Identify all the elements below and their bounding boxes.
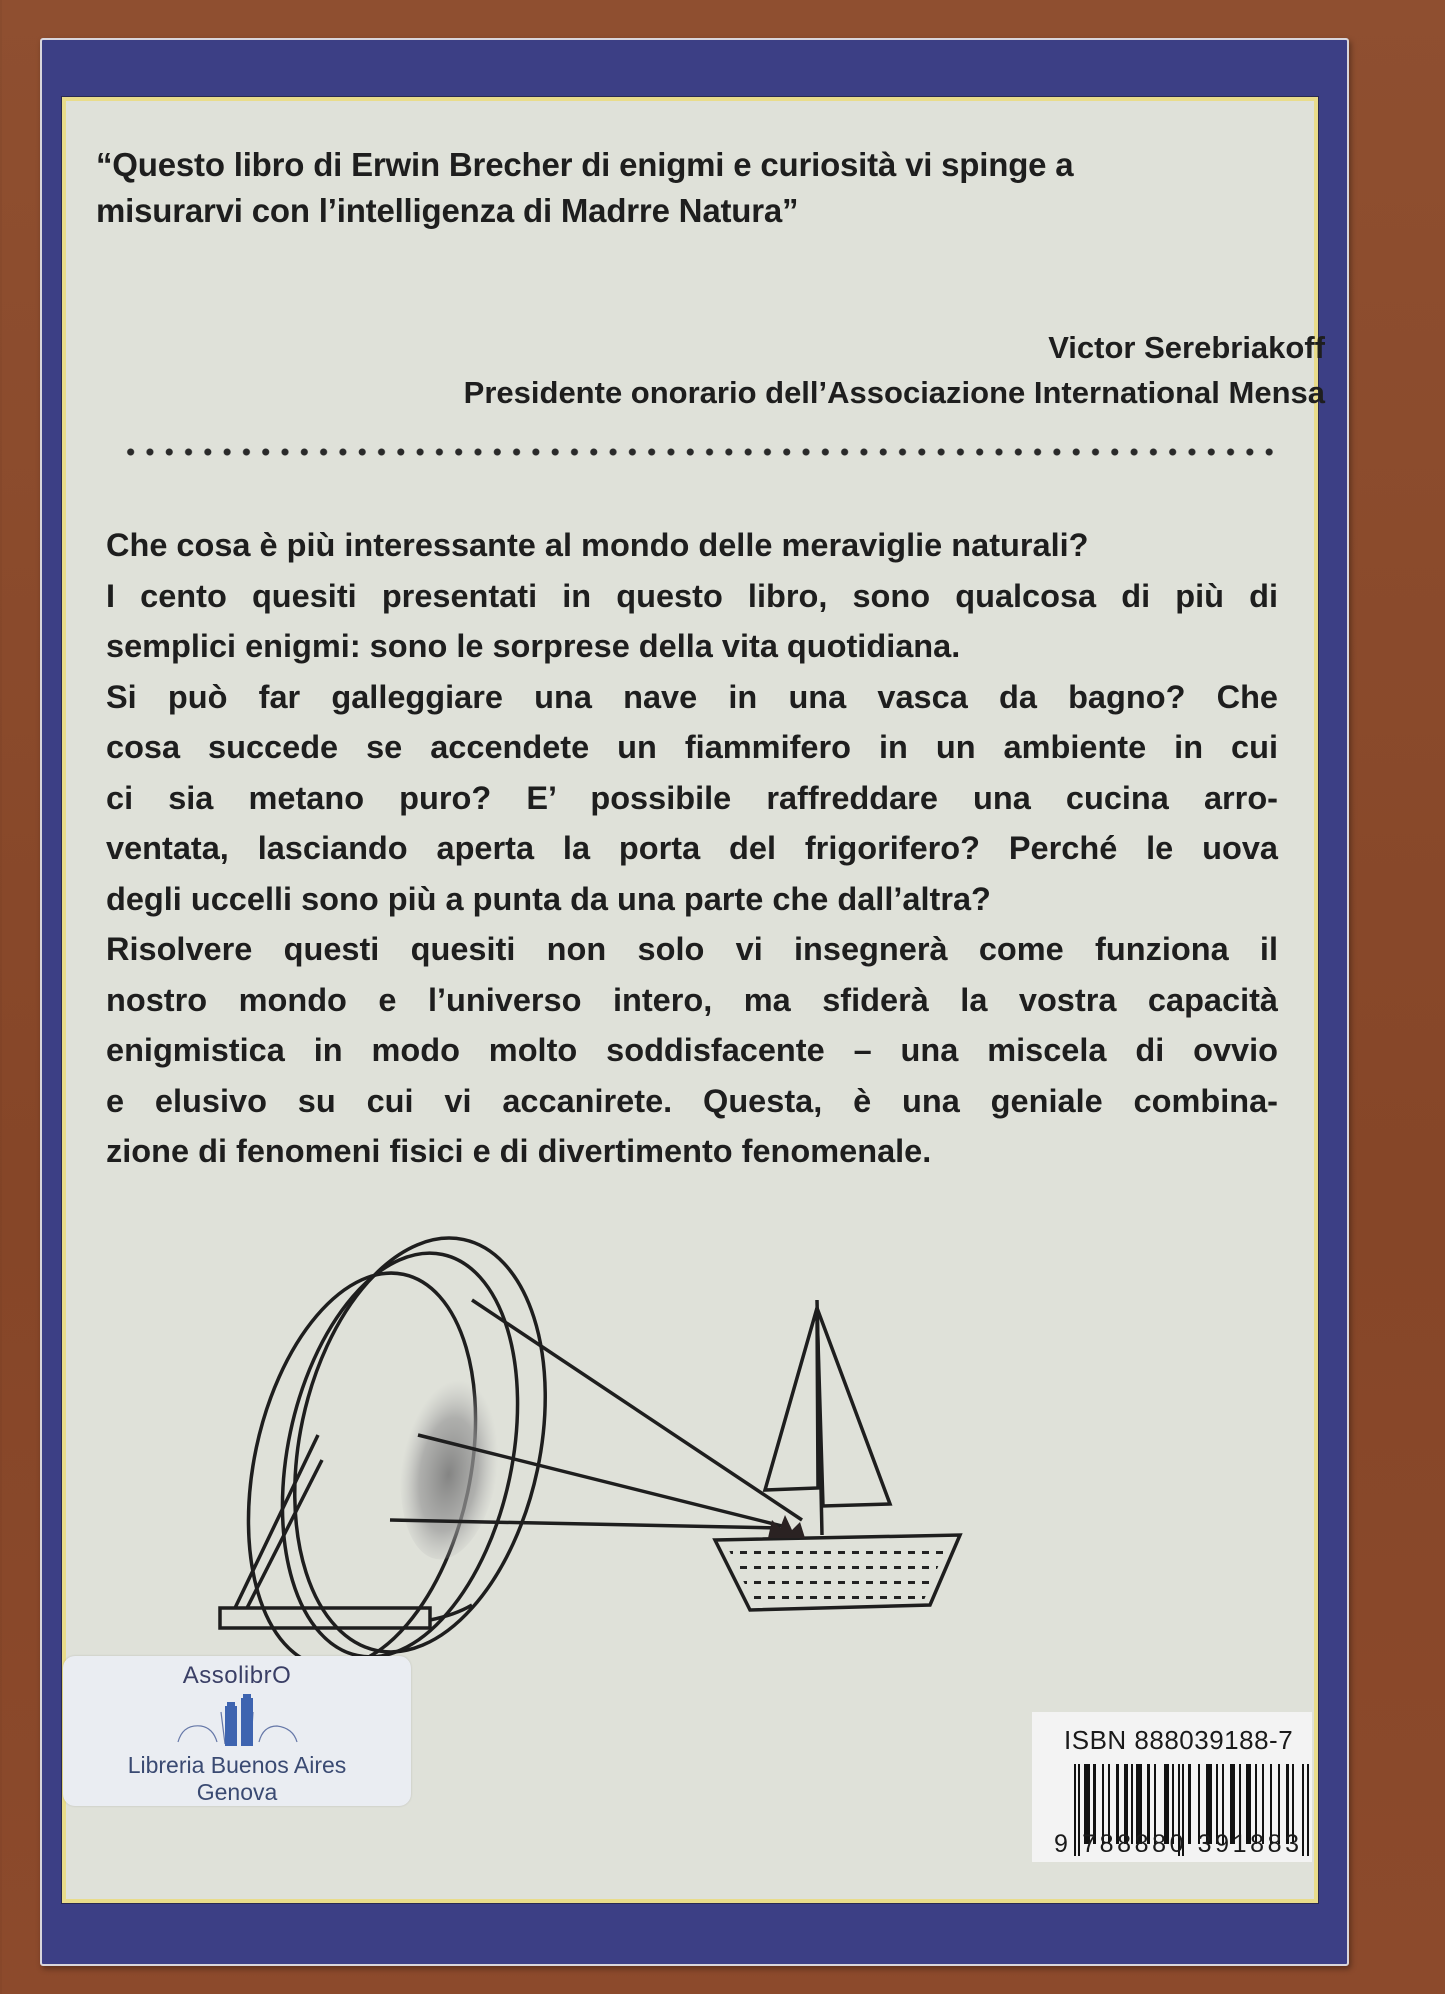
body-line: semplici enigmi: sono le sorprese della vita quotidiana. <box>106 628 961 664</box>
sticker-shop <box>63 1752 411 1806</box>
body-line: cosa succede se accendete un fiammifero in un ambiente in cui <box>106 729 1278 765</box>
ean-group-1: 788880 <box>1082 1830 1188 1858</box>
body-line: Si può far galleggiare una nave in una vasca da bagno? Che <box>106 678 1278 715</box>
mirror-icon <box>215 1215 581 1670</box>
isbn-label: ISBN 888039188-7 <box>1064 1725 1294 1755</box>
attribution-name: Victor Serebriakoff <box>1048 330 1325 365</box>
body-line: degli uccelli sono più a punta da una parte che dall’altra? <box>106 880 991 917</box>
ean-group-2: 391883 <box>1197 1830 1303 1858</box>
quote-line-1: “Questo libro di Erwin Brecher di enigmi e curiosità vi spinge a <box>96 146 1074 183</box>
body-line: enigmistica in modo molto soddisfacente – una miscela di ovvio <box>106 1032 1278 1068</box>
sticker-brand: AssolibrO <box>182 1662 292 1689</box>
assolibro-logo-icon <box>173 1692 303 1750</box>
description-text <box>106 520 1278 1177</box>
body-line: Risolvere questi quesiti non solo vi insegnerà come funziona il <box>106 931 1278 967</box>
body-line: ventata, lasciando aperta la porta del frigorifero? Perché le uova <box>106 830 1278 866</box>
shop-name: Libreria Buenos Aires <box>127 1752 347 1778</box>
mirror-sailboat-illustration <box>150 1200 1200 1675</box>
sailboat-icon <box>715 1300 960 1610</box>
dotted-divider <box>121 447 1279 457</box>
bookstore-sticker <box>63 1656 411 1806</box>
shop-city: Genova <box>196 1779 278 1805</box>
body-line: e elusivo su cui vi accanirete. Questa, è una geniale combina- <box>106 1082 1278 1119</box>
body-line: ci sia metano puro? E’ possibile raffreddare una cucina arro- <box>106 779 1278 816</box>
attribution-role: Presidente onorario dell’Associazione International Mensa <box>463 375 1325 410</box>
ean-first-digit: 9 <box>1054 1830 1072 1858</box>
ean-number <box>1054 1830 1303 1859</box>
blurb-quote <box>96 142 1276 234</box>
isbn-barcode-block <box>1032 1712 1312 1862</box>
body-line: Che cosa è più interessante al mondo delle meraviglie naturali? <box>106 527 1089 563</box>
quote-attribution <box>464 325 1325 415</box>
body-line: zione di fenomeni fisici e di divertimento fenomenale. <box>106 1133 932 1169</box>
quote-line-2: misurarvi con l’intelligenza di Madrre Natura” <box>96 192 799 229</box>
body-line: nostro mondo e l’universo intero, ma sfiderà la vostra capacità <box>106 981 1278 1018</box>
body-line: I cento quesiti presentati in questo libro, sono qualcosa di più di <box>106 577 1278 614</box>
